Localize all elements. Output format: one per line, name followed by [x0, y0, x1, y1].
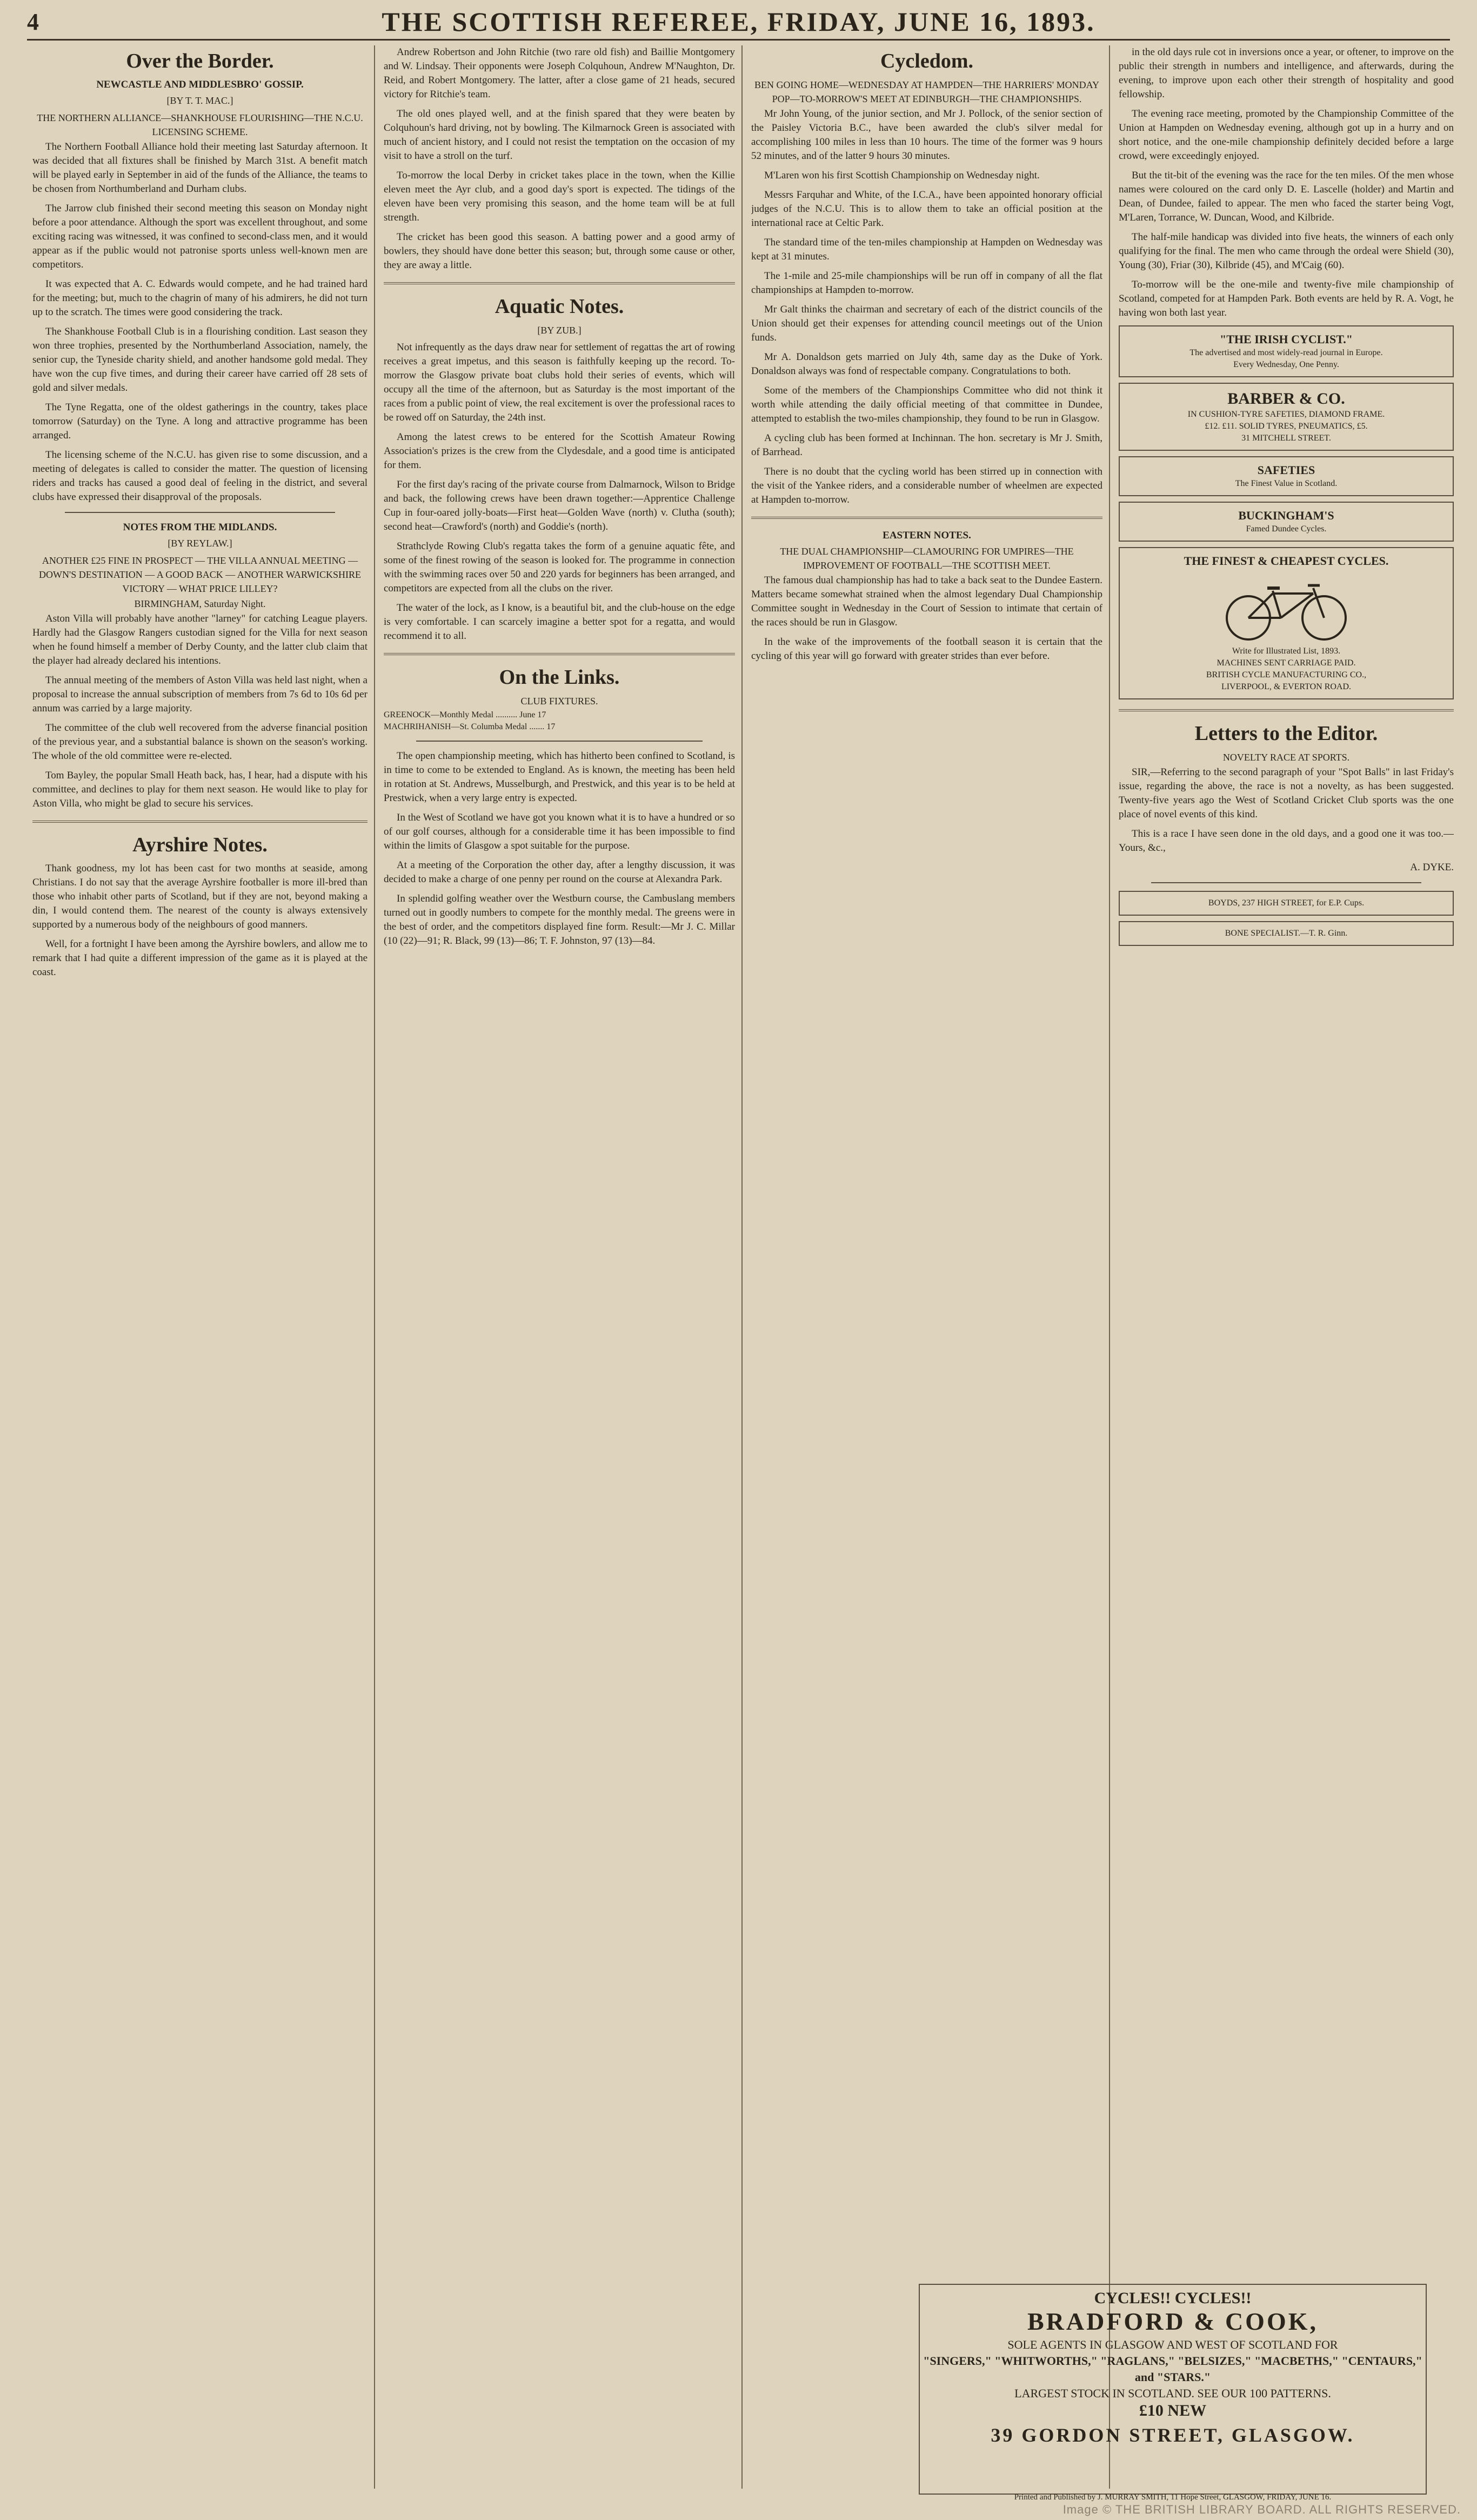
ad-price: £10 NEW [1139, 2402, 1207, 2419]
paragraph: in the old days rule cot in inversions once a year, or oftener, to improve on the public their strength in numbers and intelligence, and afterwards, during the evening, to improve upon each other their strength of hospitality and good fellowship. [1119, 46, 1454, 100]
ad-title: BARBER & CO. [1227, 390, 1345, 408]
divider [1119, 709, 1454, 711]
fixture-line: MACHRIHANISH—St. Columba Medal ....... 17 [384, 722, 556, 731]
ad-text: Famed Dundee Cycles. [1246, 524, 1327, 534]
section-heading: Aquatic Notes. [494, 295, 624, 318]
ad-text: BRITISH CYCLE MANUFACTURING CO., [1206, 670, 1367, 679]
paragraph: The 1-mile and 25-mile championships will be run off in company of all the flat championships at Hampden to-morrow. [751, 270, 1102, 296]
paragraph: Not infrequently as the days draw near for settlement of regattas the art of rowing receives a great impetus, and this season is faithfully keeping up the record. To-morrow the Glasgow private boat clubs hold their series of events, which will occupy all the time of the afternoon, but as Saturday is the most important of the races from a public point of view, the real excitement is over the professional races to be rowed off on Saturday, the 24th inst. [384, 342, 735, 423]
paragraph: The standard time of the ten-miles championship at Hampden on Wednesday was kept at 31 minutes. [751, 237, 1102, 262]
advertisement-irish-cyclist [1119, 325, 1454, 377]
letter-signature: A. DYKE. [1410, 862, 1454, 873]
paragraph: The evening race meeting, promoted by the Championship Committee of the Union at Hampden on Wednesday evening, although got up in a hurry and on short notice, and the one-mile championship definitely decided before a large crowd, were exceedingly enjoyed. [1119, 108, 1454, 162]
paragraph: Among the latest crews to be entered for the Scottish Amateur Rowing Association's prizes is the crew from the Clydesdale, and a good time is anticipated for them. [384, 431, 735, 471]
paragraph: SIR,—Referring to the second paragraph of your "Spot Balls" in last Friday's issue, regarding the above, the race is not a novelty, as has been suggested. Twenty-five years ago the West of Scotland Cricket Club sports was the one place of novel events of this kind. [1119, 766, 1454, 820]
summary: THE DUAL CHAMPIONSHIP—CLAMOURING FOR UMPIRES—THE IMPROVEMENT OF FOOTBALL—THE SCOTTISH MEET. [780, 546, 1074, 571]
paragraph: Aston Villa will probably have another "larney" for catching League players. Hardly had the Glasgow Rangers custodian signed for the Villa for next season when he found himself a member of Derby County, and the latter club claim that the player had already declared his intentions. [32, 613, 367, 666]
ad-company: BRADFORD & COOK, [1027, 2308, 1319, 2335]
paragraph: At a meeting of the Corporation the other day, after a lengthy discussion, it was decided to make a charge of one penny per round on the course at Alexandra Park. [384, 859, 735, 885]
section-heading: On the Links. [499, 666, 620, 689]
section-heading: Ayrshire Notes. [132, 834, 268, 856]
ad-text: LARGEST STOCK IN SCOTLAND. SEE OUR 100 PATTERNS. [1014, 2386, 1331, 2400]
paragraph: But the tit-bit of the evening was the race for the ten miles. Of the men whose names were coloured on the card only D. E. Lascelle (holder) and Martin and Dean, of Dundee, failed to appear. The men who faced the starter being Vogt, M'Laren, Torrance, W. Duncan, Wood, and Kilbride. [1119, 170, 1454, 223]
paragraph: Some of the members of the Championships Committee who did not think it worth while attending the daily official meeting of that committee in Dundee, attempted to establish the two-miles championship, they found to be run in Glasgow. [751, 385, 1102, 424]
divider [751, 517, 1102, 519]
paragraph: This is a race I have seen done in the old days, and a good one it was too.—Yours, &c., [1119, 828, 1454, 854]
column-4 [1119, 45, 1454, 2272]
summary: THE NORTHERN ALLIANCE—SHANKHOUSE FLOURISHING—THE N.C.U. LICENSING SCHEME. [37, 112, 363, 137]
byline: [BY REYLAW.] [168, 538, 232, 549]
paragraph: The licensing scheme of the N.C.U. has given rise to some discussion, and a meeting of delegates is called to consider the matter. The question of licensing riders and tracks has caused a good deal of feeling in the district, and several clubs have expressed their disapproval of the proposals. [32, 449, 367, 503]
copyright-watermark: Image © THE BRITISH LIBRARY BOARD. ALL RIGHTS RESERVED. [1062, 2503, 1461, 2516]
ad-title: "THE IRISH CYCLIST." [1220, 332, 1353, 346]
paragraph: In splendid golfing weather over the Westburn course, the Cambuslang members turned out in goodly numbers to compete for the monthly medal. The greens were in the best of order, and the competitors displayed fine form. Result:—Mr J. C. Millar (10 (22)—91; R. Black, 99 (13)—86; T. F. Johnston, 97 (13)—84. [384, 893, 735, 946]
byline: [BY T. T. MAC.] [166, 95, 233, 106]
paragraph: Tom Bayley, the popular Small Heath back, has, I hear, had a dispute with his committee, and declines to play for them next season. He would like to play for Aston Villa, who might be glad to secure his services. [32, 770, 367, 809]
section-subheading: NOTES FROM THE MIDLANDS. [123, 522, 277, 533]
summary: BEN GOING HOME—WEDNESDAY AT HAMPDEN—THE HARRIERS' MONDAY POP—TO-MORROW'S MEET AT EDINBURGH—THE CHAMPIONSHIPS. [754, 79, 1099, 104]
divider [384, 282, 735, 284]
fixture-line: GREENOCK—Monthly Medal .......... June 17 [384, 710, 546, 719]
ad-text: Write for Illustrated List, 1893. [1232, 646, 1341, 656]
page-number: 4 [27, 8, 39, 35]
section-heading: Letters to the Editor. [1194, 722, 1378, 745]
paragraph: Messrs Farquhar and White, of the I.C.A., have been appointed honorary official judges of the N.C.U. This is to allow them to take an official position at the international race at Celtic Park. [751, 189, 1102, 229]
paragraph: The committee of the club well recovered from the adverse financial position of the previous year, and a substantial balance is shown on the season's working. The whole of the old committee were re-elected. [32, 722, 367, 762]
advertisement-buckingham [1119, 502, 1454, 542]
section-subheading: EASTERN NOTES. [883, 530, 971, 541]
paragraph: The open championship meeting, which has hitherto been confined to Scotland, is in time to come to be extended to England. As is known, the meeting has been held in rotation at St. Andrews, Musselburgh, and Prestwick, and this year is to be held at Prestwick, when a very large entry is expected. [384, 750, 735, 804]
ad-text: IN CUSHION-TYRE SAFETIES, DIAMOND FRAME. [1187, 410, 1385, 419]
column-2 [384, 45, 735, 2489]
paragraph: The Northern Football Alliance hold their meeting last Saturday afternoon. It was decided that all fixtures shall be finished by March 31st. A benefit match will be played early in September in aid of the funds of the Alliance, the teams to be chosen from Northumberland and Durham clubs. [32, 141, 367, 195]
ad-title: THE FINEST & CHEAPEST CYCLES. [1184, 554, 1389, 568]
byline: [BY ZUB.] [537, 325, 582, 336]
paragraph: For the first day's racing of the private course from Dalmarnock, Wilson to Bridge and back, the following crews have been drawn together:—Apprentice Challenge Cup in four-oared jolly-boats—First heat—Golden Wave (north) v. Clutha (south); second heat—Crawford's (north) and Goddie's (north). [384, 479, 735, 532]
ad-text: £12. £11. SOLID TYRES, PNEUMATICS, £5. [1205, 422, 1368, 431]
advertisement-barber [1119, 383, 1454, 451]
paragraph: The half-mile handicap was divided into five heats, the winners of each only qualifying for the final. The men who came through the ordeal were Shield (30), Young (30), Friar (30), Kilbride (45), and M'Caig (60). [1119, 231, 1454, 271]
advertisement-boyds: BOYDS, 237 HIGH STREET, for E.P. Cups. [1119, 891, 1454, 916]
ad-text: Every Wednesday, One Penny. [1233, 360, 1339, 369]
imprint: Printed and Published by J. MURRAY SMITH, 11 Hope Street, GLASGOW, FRIDAY, JUNE 16. [1014, 2493, 1332, 2502]
paragraph: The famous dual championship has had to take a back seat to the Dundee Eastern. Matters became somewhat strained when the almost legendary Dual Championship Committee sought in Wednesday in the Court of Session to intimate that certain of the races should be run in Glasgow. [751, 575, 1102, 628]
paragraph: Thank goodness, my lot has been cast for two months at seaside, among Christians. I do not say that the average Ayrshire footballer is more ill-bred than those who inhabit other parts of Scotland, but if they are not, beyond making a din, I would contend them. The nearest of the county is always extensively supported by a numerous body of the neighbours of good manners. [32, 863, 367, 930]
ad-text: 31 MITCHELL STREET. [1241, 434, 1331, 443]
section-subheading: NOVELTY RACE AT SPORTS. [1222, 752, 1350, 763]
paragraph: The cricket has been good this season. A batting power and a good army of bowlers, they should have done better this season; but, through some cause or other, they are away a little. [384, 231, 735, 271]
masthead [27, 4, 1450, 41]
section-heading: Cycledom. [880, 50, 974, 72]
ad-text: The Finest Value in Scotland. [1235, 479, 1338, 488]
advertisement-finest-cycles [1119, 547, 1454, 699]
bicycle-illustration [1216, 572, 1356, 642]
paragraph: The Jarrow club finished their second meeting this season on Monday night before a poor attendance. Although the sport was excellent throughout, and some exciting racing was witnessed, it was confined to second-class men, and it would appear as if the public would not patronise sports unless well-known men are competitors. [32, 203, 367, 270]
summary: ANOTHER £25 FINE IN PROSPECT — THE VILLA ANNUAL MEETING — DOWN'S DESTINATION — A GOOD BACK — ANOTHER WARWICKSHIRE VICTORY — WHAT PRICE LILLEY? [39, 555, 361, 594]
paragraph: Mr John Young, of the junior section, and Mr J. Pollock, of the senior section of the Paisley Victoria B.C., have been awarded the club's silver medal for accomplishing 100 miles in less than 10 hours. The time of the former was 9 hours 52 minutes, and of the latter 9 hours 30 minutes. [751, 108, 1102, 162]
ad-text: LIVERPOOL, & EVERTON ROAD. [1221, 682, 1352, 691]
paragraph: Mr Galt thinks the chairman and secretary of each of the district councils of the Union should get their expenses for attending council meetings out of the Union funds. [751, 304, 1102, 343]
paragraph: It was expected that A. C. Edwards would compete, and he had trained hard for the meeting; but, much to the chagrin of many of his admirers, he did not turn up to the scratch. The times were good considering the track. [32, 278, 367, 318]
paragraph: A cycling club has been formed at Inchinnan. The hon. secretary is Mr J. Smith, of Barrhead. [751, 432, 1102, 458]
advertisement-safeties [1119, 456, 1454, 496]
paragraph: M'Laren won his first Scottish Championship on Wednesday night. [764, 170, 1040, 181]
newspaper-title: THE SCOTTISH REFEREE, FRIDAY, JUNE 16, 1893. [382, 6, 1095, 37]
ad-text: SOLE AGENTS IN GLASGOW AND WEST OF SCOTLAND FOR [1007, 2338, 1338, 2351]
ad-title: SAFETIES [1257, 463, 1315, 477]
paragraph: The annual meeting of the members of Aston Villa was held last night, when a proposal to increase the annual subscription of members from 7s 6d to 10s 6d per annum was carried by a large majority. [32, 675, 367, 714]
section-subheading: NEWCASTLE AND MIDDLESBRO' GOSSIP. [96, 79, 304, 90]
advertisement-bradford-cook [919, 2284, 1427, 2495]
paragraph: The Tyne Regatta, one of the oldest gatherings in the country, takes place tomorrow (Saturday) on the Tyne. A long and attractive programme has been arranged. [32, 402, 367, 441]
dateline: BIRMINGHAM, Saturday Night. [134, 598, 266, 609]
paragraph: Well, for a fortnight I have been among the Ayrshire bowlers, and allow me to remark that I had quite a different impression of the game as it is played at the coast. [32, 938, 367, 978]
paragraph: To-morrow will be the one-mile and twenty-five mile championship of Scotland, competed for at Hampden Park. Both events are held by R. A. Vogt, he having won both last year. [1119, 279, 1454, 318]
ad-text: The advertised and most widely-read journal in Europe. [1189, 348, 1383, 357]
divider [32, 821, 367, 823]
divider [65, 512, 335, 513]
divider [384, 653, 735, 655]
paragraph: The old ones played well, and at the finish spared that they were beaten by Colquhoun's hard driving, not by bowling. The Kilmarnock Green is associated with much of ancient history, and I could not resist the temptation on the occasion of my visit to have a stroll on the turf. [384, 108, 735, 162]
paragraph: The Shankhouse Football Club is in a flourishing condition. Last season they won three trophies, presented by the Northumberland Association, namely, the senior cup, the Tyneside charity shield, and another handsome gold medal. They have won the cup five times, and during their career have carried off 28 sets of gold and silver medals. [32, 326, 367, 394]
divider [416, 741, 703, 742]
ad-text: MACHINES SENT CARRIAGE PAID. [1217, 658, 1356, 668]
paragraph: In the West of Scotland we have got you known what it is to have a hundred or so of our golf courses, although for a considerable time it has been impossible to find within the limits of Glasgow a spot suitable for the purpose. [384, 812, 735, 851]
column-3 [751, 45, 1102, 2489]
paragraph: Mr A. Donaldson gets married on July 4th, same day as the Duke of York. Donaldson always was fond of respectable company. Congratulations to both. [751, 351, 1102, 377]
paragraph: To-morrow the local Derby in cricket takes place in the town, when the Killie eleven meet the Ayr club, and a good day's sport is expected. The tidings of the eleven have been very promising this season, and the home team will be at full strength. [384, 170, 735, 223]
paragraph: Strathclyde Rowing Club's regatta takes the form of a genuine aquatic fête, and some of the finest rowing of the season is looked for. The programme in connection with the swimming races over 50 and 220 yards for beginners has been arranged, and competitors are expected from all the clubs on the river. [384, 541, 735, 594]
paragraph: The water of the lock, as I know, is a beautiful bit, and the club-house on the edge is very comfortable. I can scarcely imagine a better spot for a regatta, and would recommend it to all. [384, 602, 735, 642]
section-heading: Over the Border. [126, 50, 274, 72]
ad-text: "SINGERS," "WHITWORTHS," "RAGLANS," "BELSIZES," "MACBETHS," "CENTAURS," and "STARS." [923, 2354, 1422, 2384]
ad-title: BUCKINGHAM'S [1238, 509, 1334, 522]
advertisement-bone-specialist: BONE SPECIALIST.—T. R. Ginn. [1119, 921, 1454, 946]
paragraph: Andrew Robertson and John Ritchie (two rare old fish) and Baillie Montgomery and W. Lindsay. Their opponents were Joseph Colquhoun, Andrew M'Naughton, Dr. Reid, and Robert Montgomery. The latter, after a close game of 21 heads, secured victory for Ritchie's team. [384, 46, 735, 100]
column-rule [1109, 45, 1110, 2489]
ad-address: 39 GORDON STREET, GLASGOW. [991, 2424, 1355, 2446]
paragraph: There is no doubt that the cycling world has been stirred up in connection with the visit of the Yankee riders, and a considerable number of wheelmen are expected at Hampden to-morrow. [751, 466, 1102, 505]
section-subheading: CLUB FIXTURES. [520, 696, 598, 706]
column-1 [32, 45, 367, 2489]
divider [1151, 882, 1421, 883]
column-rule [374, 45, 375, 2489]
paragraph: In the wake of the improvements of the football season it is certain that the cycling of this year will go forward with greater strides than ever before. [751, 636, 1102, 662]
column-rule [741, 45, 743, 2489]
ad-title: CYCLES!! CYCLES!! [1094, 2289, 1252, 2307]
